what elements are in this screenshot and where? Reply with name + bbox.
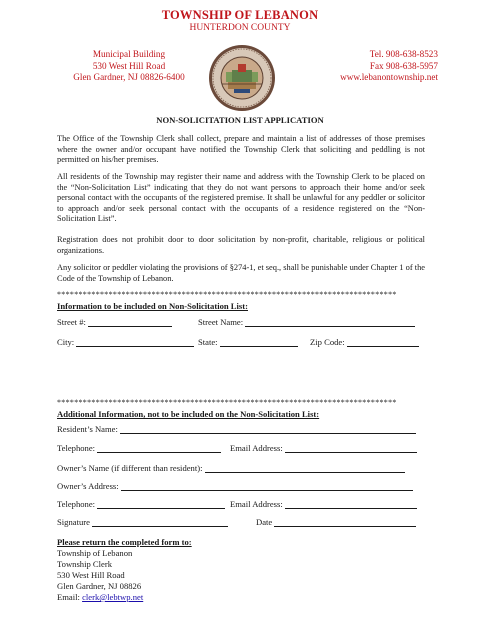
field-label: Resident’s Name: <box>57 424 118 434</box>
field-label: Date <box>256 517 273 527</box>
field-line[interactable] <box>97 500 225 509</box>
field-line[interactable] <box>274 518 416 527</box>
field-label: Street #: <box>57 317 86 327</box>
owner-name-field[interactable] <box>57 463 405 473</box>
field-label: Owner’s Address: <box>57 481 119 491</box>
township-seal-icon <box>208 44 276 112</box>
email-field[interactable] <box>230 499 417 509</box>
owner-address-field[interactable] <box>57 481 413 491</box>
return-line: 530 West Hill Road <box>57 570 125 580</box>
county-name: HUNTERDON COUNTY <box>189 23 291 33</box>
return-line: Township Clerk <box>57 559 113 569</box>
field-line[interactable] <box>245 318 415 327</box>
field-label: Zip Code: <box>310 337 345 347</box>
email-label: Email: <box>57 592 80 602</box>
field-line[interactable] <box>347 338 419 347</box>
field-label: Signature <box>57 517 90 527</box>
field-line[interactable] <box>121 482 413 491</box>
address-line: Municipal Building <box>92 49 166 59</box>
return-heading: Please return the completed form to: <box>57 537 192 547</box>
field-label: Telephone: <box>57 499 96 509</box>
field-label: State: <box>198 337 218 347</box>
field-line[interactable] <box>88 318 172 327</box>
clerk-email-link[interactable]: clerk@lebtwp.net <box>82 592 144 602</box>
paragraph: Any solicitor or peddler violating the provisions of §274-1, et seq., shall be punishable under Chapter 1 of the Code of the Township of Lebanon. <box>57 263 425 283</box>
field-label: Email Address: <box>230 443 283 453</box>
contact-info <box>288 49 438 84</box>
field-label: City: <box>57 337 75 347</box>
state-field[interactable] <box>198 337 298 347</box>
return-address <box>57 548 143 603</box>
field-line[interactable] <box>97 444 221 453</box>
street-number-field[interactable] <box>57 317 172 327</box>
field-line[interactable] <box>220 338 298 347</box>
address-line: 530 West Hill Road <box>92 60 166 71</box>
telephone-number: Tel. 908-638-8523 <box>369 49 438 59</box>
section-heading-additional: Additional Information, not to be included on the Non-Solicitation List: <box>57 409 320 419</box>
resident-name-field[interactable] <box>57 424 416 434</box>
field-line[interactable] <box>92 518 228 527</box>
field-label: Telephone: <box>57 443 96 453</box>
field-label: Owner’s Name (if different than resident): <box>57 463 203 473</box>
date-field[interactable] <box>256 517 416 527</box>
telephone-field[interactable] <box>57 443 221 453</box>
address-line: Glen Gardner, NJ 08826-6400 <box>73 72 185 82</box>
paragraph: The Office of the Township Clerk shall collect, prepare and maintain a list of addresses of those premises where the owner and/or occupant have notified the Township Clerk that soliciting and peddling is not permitted on his/her premises. <box>57 134 425 165</box>
paragraph: Registration does not prohibit door to door solicitation by non-profit, charitable, religious or political organizations. <box>57 235 425 255</box>
paragraph: All residents of the Township may register their name and address with the Township Clerk to be placed on the “Non-Solicitation List” indicating that they do not want persons to approach their home and/or seek personal contact with the occupants of the registered premise. It shall be unlawful for any peddler or solicitor to approach and/or seek personal contact with the occupants of a residence registered on the “Non-Solicitation List”. <box>57 172 425 224</box>
asterisk-divider: ******************************************************************************* <box>57 399 397 407</box>
return-line: Glen Gardner, NJ 08826 <box>57 581 142 591</box>
field-line[interactable] <box>76 338 194 347</box>
municipal-address <box>54 49 204 84</box>
telephone-field[interactable] <box>57 499 225 509</box>
field-label: Street Name: <box>198 317 244 327</box>
email-field[interactable] <box>230 443 417 453</box>
field-label: Email Address: <box>230 499 283 509</box>
city-field[interactable] <box>57 337 194 347</box>
field-line[interactable] <box>205 464 405 473</box>
form-heading: NON-SOLICITATION LIST APPLICATION <box>156 115 324 125</box>
website-link[interactable]: www.lebanontownship.net <box>340 72 438 82</box>
field-line[interactable] <box>285 444 417 453</box>
field-line[interactable] <box>285 500 417 509</box>
return-email-line <box>57 592 143 603</box>
return-line: Township of Lebanon <box>57 548 133 558</box>
section-heading-included: Information to be included on Non-Solicitation List: <box>57 301 248 311</box>
field-line[interactable] <box>120 425 416 434</box>
fax-number: Fax 908-638-5957 <box>369 60 438 71</box>
asterisk-divider: ******************************************************************************* <box>57 291 397 299</box>
street-name-field[interactable] <box>198 317 415 327</box>
signature-field[interactable] <box>57 517 228 527</box>
zip-code-field[interactable] <box>310 337 419 347</box>
township-title: TOWNSHIP OF LEBANON <box>161 8 319 22</box>
